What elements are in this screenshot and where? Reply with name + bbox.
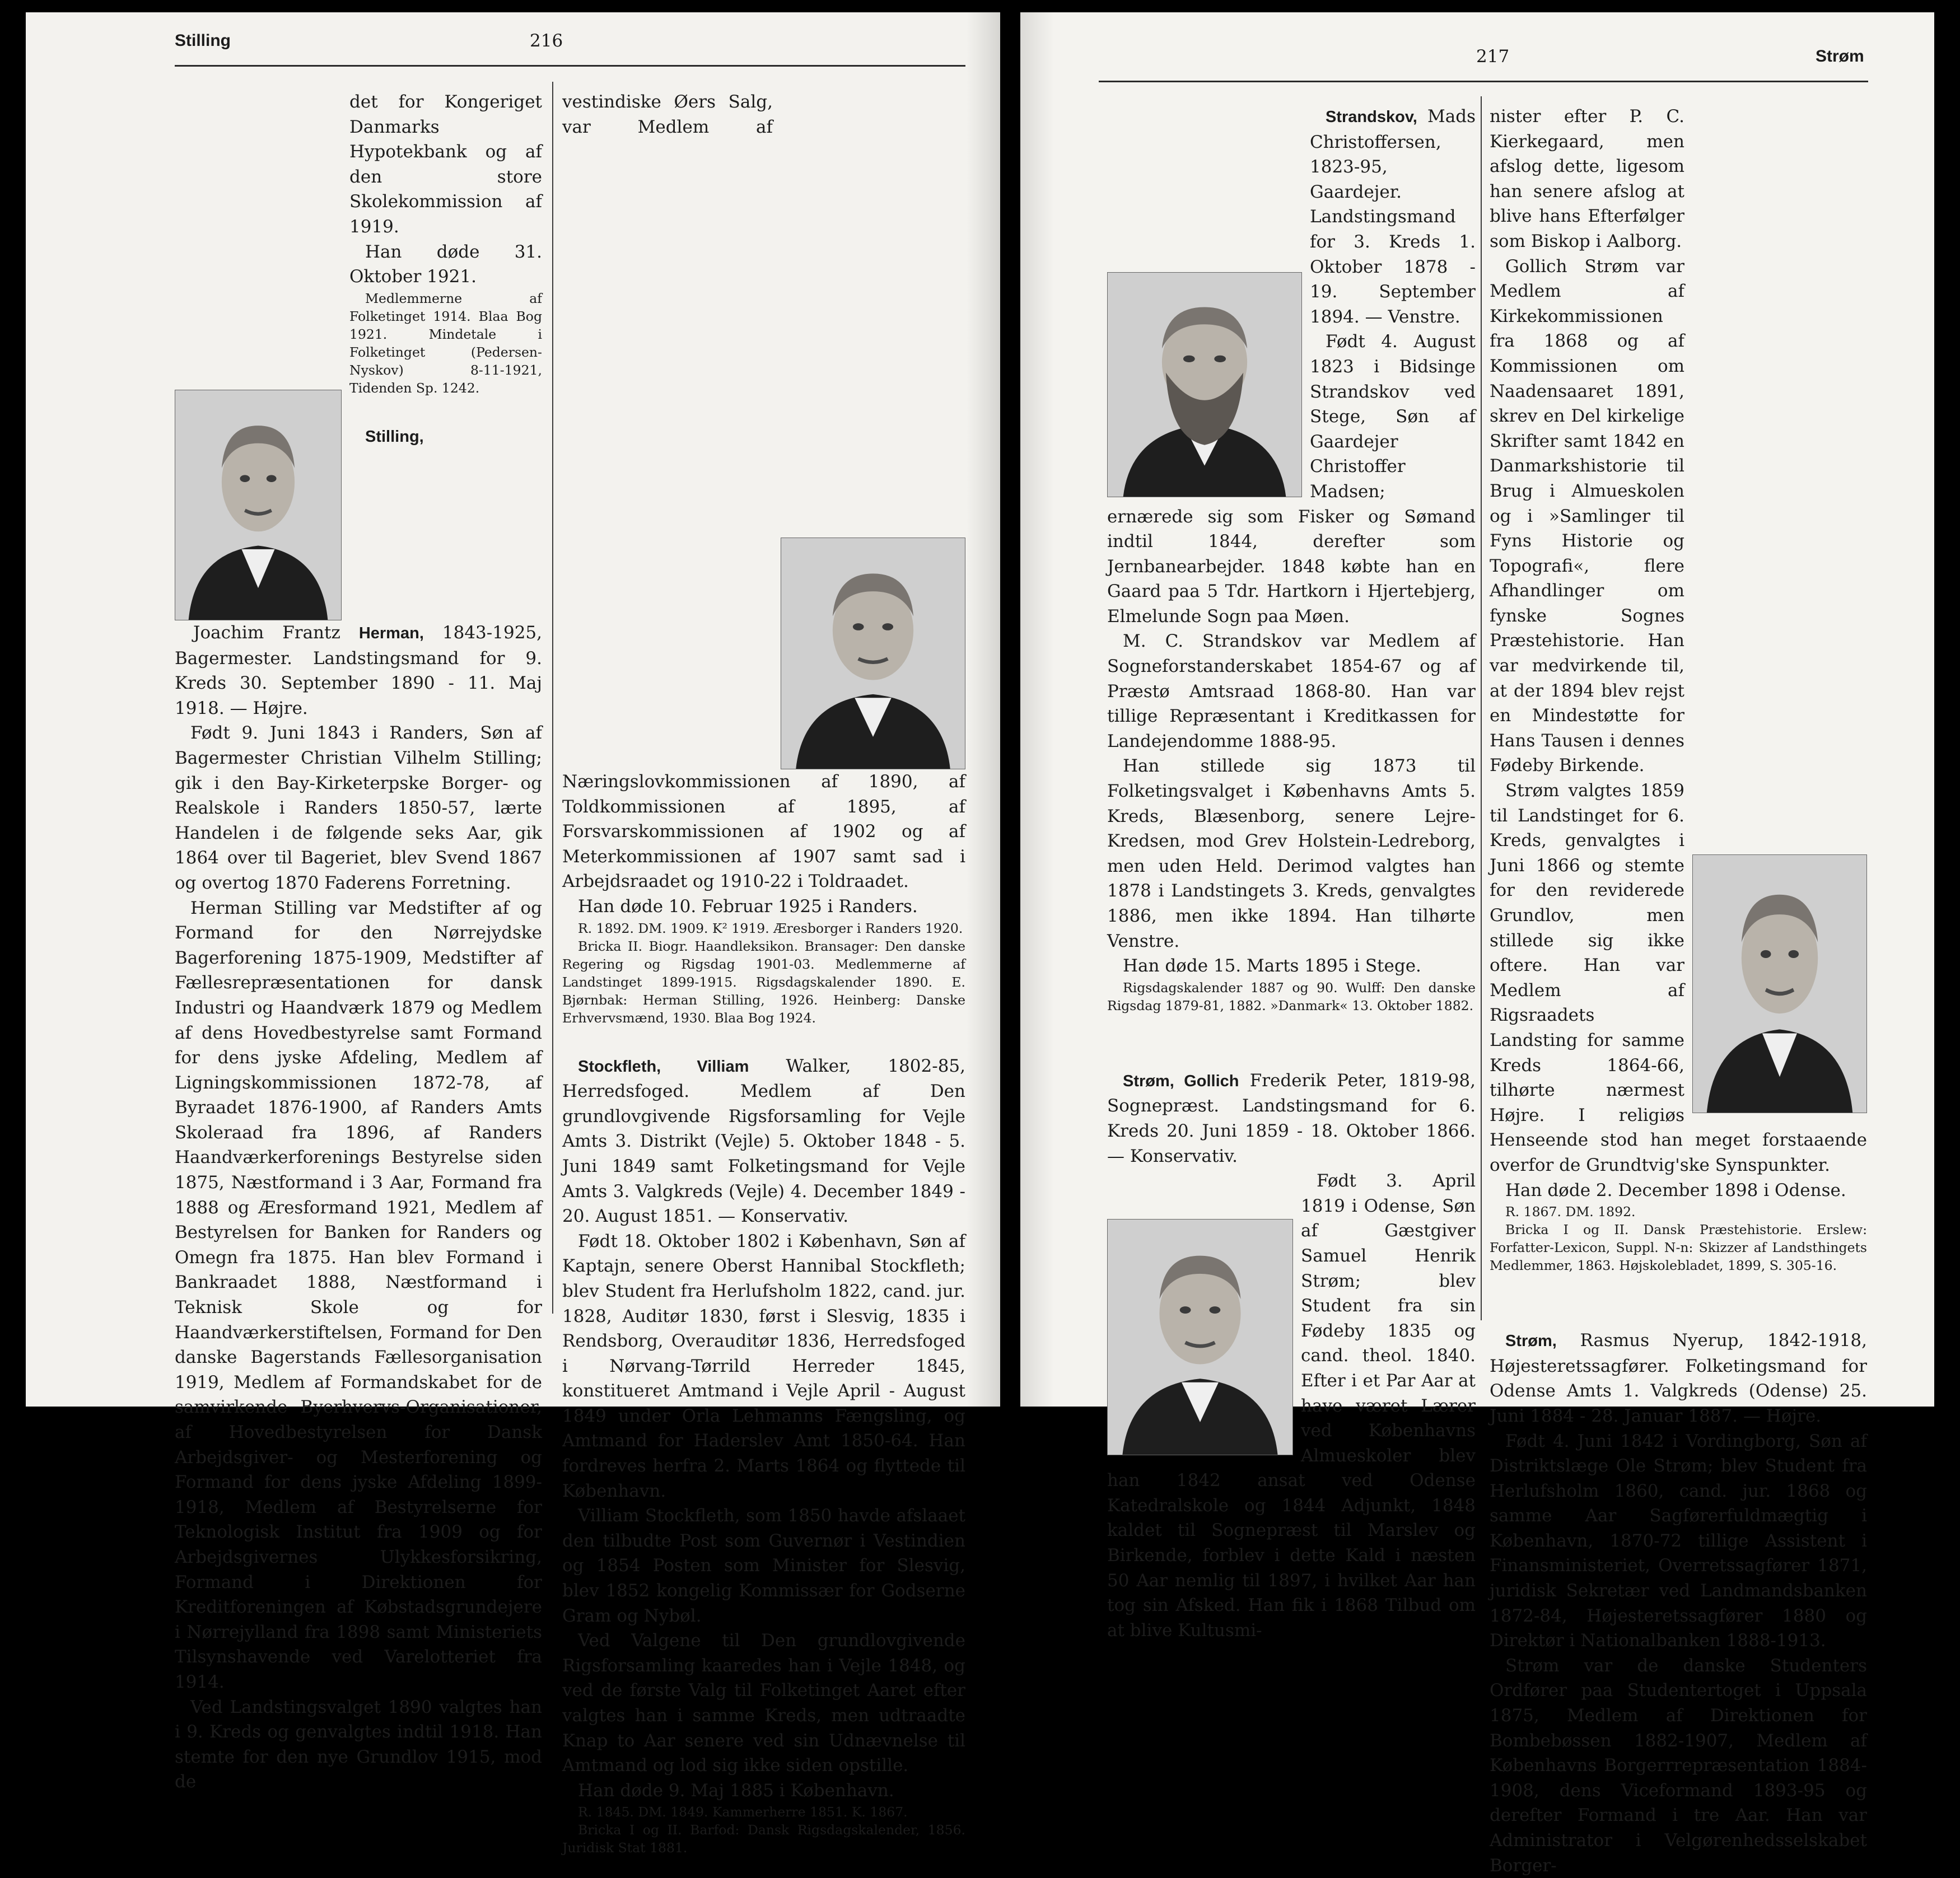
entry-heading	[1490, 1328, 1867, 1428]
entry-spacer	[1490, 1274, 1867, 1301]
body-paragraph: Født 18. Oktober 1802 i København, Søn af Kaptajn, senere Oberst Hannibal Stockfleth; blev Student fra Herlufsholm 1822, cand. jur. 1828, Auditør 1830, først i Slesvig, 1835 i Rendsborg, Overauditør 1836, Herredsfoged i Nørvang-Tørrild Herreder 1845, konstitueret Amtmand i Vejle April - August 1849 under Orla Lehmanns Fængsling, og Amtmand for Haderslev Amt 1850-64. Han fordreves herfra 2. Marts 1864 og flyttede til København.	[562, 1231, 965, 1501]
body-paragraph: Villiam Stockfleth, som 1850 havde afslaaet den tilbudte Post som Guvernør i Vestindien og 1854 Posten som Minister for Slesvig, blev 1852 kongelig Kommissær for Godserne Gram og Nybøl.	[562, 1506, 965, 1626]
body-paragraph: Herman Stilling var Medstifter af og Formand for den Nørrejydske Bagerforening 1875-1909, Medstifter af Fællesrepræsentationen for dansk Industri og Haandværk 1879 og Medlem af dens Hovedbestyrelse samt Formand for dens jyske Afdeling, Medlem af Ligningskommissionen 1872-78, af Byraadet 1876-1900, af Randers Amts Skoleraad fra 1896, af Randers Haandværkerforenings Bestyrelse siden 1875, Næstformand i 3 Aar, Formand fra 1888 og Æresformand 1921, Medlem af Bestyrelsen for Banken for Randers og Omegn fra 1875. Han blev Formand i Bankraadet 1888, Næstformand i Teknisk Skole og for Haandværkerstiftelsen, Formand for Den danske Bagerstands Fællesorganisation 1919, Medlem af Formandskabet for de samvirkende Byerhvervs-Organisationer, af Hovedbestyrelsen for Dansk Arbejdsgiver- og Mesterforening og Formand for dens jyske Afdeling 1899-1918, Medlem af Bestyrelserne for Teknologisk Institut fra 1909 og for Arbejdsgivernes Ulykkesforsikring, Formand i Direktionen for Kreditforeningen af Købstadsgrundejere i Nørrejylland fra 1898 samt Ministeriets Tilsynshavende ved Varelotteriet fra 1914.	[175, 898, 542, 1692]
portrait-rasmus-strom	[1692, 854, 1867, 1113]
portrait-drawing	[1108, 1220, 1292, 1455]
portrait-mads-strandskov	[1107, 272, 1302, 497]
body-paragraph: Født 3. April 1819 i Odense, Søn af Gæstgiver Samuel Henrik Strøm; blev Student fra sin Fødeby 1835 og cand. theol. 1840. Efter i et Par Aar at have været Lærer ved Københavns Almueskoler blev han 1842 ansat ved Odense Katedralskole og 1844 Adjunkt, 1848 kaldet til Sognepræst til Marslev og Birkende, forblev i dette Kald i næsten 50 Aar nemlig til 1897, i hvilket Aar han tog sin Afsked. Han fik i 1868 Tilbud om at blive Kultusmi-	[1107, 1171, 1476, 1641]
reference-note: R. 1892. DM. 1909. K² 1919. Æresborger i Randers 1920.	[578, 920, 963, 936]
body-paragraph: M. C. Strandskov var Medlem af Sogneforstanderskabet 1854-67 og af Præstø Amtsraad 1868-80. Han var tillige Repræsentant i Kreditkassen for Landejendomme 1888-95.	[1107, 631, 1476, 751]
entry-surname: Stilling,	[365, 427, 424, 446]
reference-note: Bricka I og II. Dansk Præstehistorie. Erslew: Forfatter-Lexicon, Suppl. N-n: Skizzer af Landsthingets Medlemmer, 1863. Højskolebladet, 1899, S. 305-16.	[1490, 1222, 1867, 1274]
entry-summary: Rasmus Nyerup, 1842-1918, Højesteretssagfører. Folketingsmand for Odense Amts 1. Valgkreds (Odense) 25. Juni 1884 - 28. Januar 1887. — Højre.	[1490, 1330, 1867, 1426]
body-paragraph: Strøm valgtes 1859 til Landstinget for 6. Kreds, genvalgtes i Juni 1866 og stemte for den reviderede Grundlov, men stillede sig ikke oftere. Han var Medlem af Rigsraadets Landsting for samme Kreds 1864-66, tilhørte nærmest Højre. I religiøs Henseende stod han meget forstaaende overfor de Grundtvig'ske Synspunkter.	[1490, 781, 1867, 1175]
portrait-drawing	[1108, 273, 1301, 497]
column-divider	[552, 82, 553, 1314]
portrait-drawing	[1693, 855, 1866, 1113]
binding-shadow	[1020, 12, 1054, 1407]
reference-note: Medlemmerne af Folketinget 1914. Blaa Bog 1921. Mindetale i Folketinget (Pedersen-Nyskov) 8-11-1921, Tidenden Sp. 1242.	[349, 290, 542, 396]
running-head-right: Strøm	[1816, 47, 1864, 66]
body-paragraph: det for Kongeriget Danmarks Hypotekbank og af den store Skolekommission af 1919.	[349, 92, 542, 237]
entry-given-names: Joachim Frantz	[175, 623, 359, 643]
page-216	[26, 12, 1000, 1856]
reference-note: Rigsdagskalender 1887 og 90. Wulff: Den danske Rigsdag 1879-81, 1882. »Danmark« 13. Oktober 1882.	[1107, 979, 1476, 1013]
reference-note: Bricka I og II. Barfod: Dansk Rigsdagskalender, 1856. Juridisk Stat 1881.	[562, 1822, 965, 1856]
entry-heading	[1107, 1068, 1476, 1169]
body-paragraph: Han døde 10. Februar 1925 i Randers.	[578, 896, 918, 917]
body-paragraph: nister efter P. C. Kierkegaard, men afslog dette, ligesom han senere afslog at blive hans Efterfølger som Biskop i Aalborg.	[1490, 106, 1684, 251]
entry-called-name: Herman,	[358, 624, 424, 642]
body-paragraph: Han døde 15. Marts 1895 i Stege.	[1123, 956, 1421, 977]
header-rule	[175, 65, 965, 67]
portrait-gollich-strom	[1107, 1219, 1293, 1455]
portrait-herman-stilling	[175, 390, 342, 620]
body-paragraph: Ved Valgene til Den grundlovgivende Rigsforsamling kaaredes han i Vejle 1848, og ved de første Valg til Folketinget Aaret efter valgtes han i samme Kreds, men udtraadte Knap to Aar senere ved sin Udnævnelse til Amtmand og lod sig ikke siden opstille.	[562, 1631, 965, 1776]
reference-note: R. 1845. DM. 1849. Kammerherre 1851. K. 1867.	[578, 1804, 908, 1820]
portrait-drawing	[781, 538, 965, 769]
entry-summary: Mads Christoffersen, 1823-95, Gaardejer. Landstingsmand for 3. Kreds 1. Oktober 1878 - 19. September 1894. — Venstre.	[1310, 106, 1476, 327]
body-paragraph: Født 4. Juni 1842 i Vordingborg, Søn af Distriktslæge Ole Strøm; blev Student fra Herlufsholm 1860, cand. jur. 1868 og samme Aar Sagførerfuldmægtig i København, 1870-72 tillige Assistent i Finansministeriet, Overretssagfører 1871, juridisk Sekretær ved Landmandsbanken 1872-84, Højesteretssagfører 1880 og Direktør i Nationalbanken 1888-1913.	[1490, 1431, 1867, 1651]
body-paragraph: Han døde 31. Oktober 1921.	[349, 241, 542, 287]
reference-note: Bricka II. Biogr. Haandleksikon. Bransager: Den danske Regering og Rigsdag 1901-03. Medlemmerne af Landstinget 1899-1915. Rigsdagskalender 1890. E. Bjørnbak: Herman Stilling, 1926. Heinberg: Danske Erhvervsmænd, 1930. Blaa Bog 1924.	[562, 938, 965, 1026]
column-left-1	[175, 90, 542, 1795]
entry-summary: Frederik Peter, 1819-98, Sognepræst. Landstingsmand for 6. Kreds 20. Juni 1859 - 18. Oktober 1866. — Konservativ.	[1107, 1070, 1476, 1166]
reference-note: R. 1867. DM. 1892.	[1505, 1204, 1636, 1220]
entry-given-names	[1557, 1330, 1580, 1351]
entry-spacer	[1107, 1041, 1476, 1068]
portrait-drawing	[175, 390, 341, 620]
entry-surname: Strøm,	[1505, 1332, 1557, 1351]
body-paragraph: Han døde 9. Maj 1885 i København.	[578, 1780, 894, 1801]
portrait-villiam-stockfleth	[781, 538, 965, 769]
body-paragraph: vestindiske Øers Salg, var Medlem af Næringslovkommissionen af 1890, af Toldkommissionen af 1895, af Forsvarskommissionen af 1902 og af Meterkommissionen af 1907 samt sad i Arbejdsraadet og 1910-22 i Toldraadet.	[562, 92, 965, 892]
page-number-left: 216	[530, 31, 563, 51]
entry-summary: 1843-1925, Bagermester. Landstingsmand for 9. Kreds 30. September 1890 - 11. Maj 1918. — Højre.	[175, 623, 543, 718]
header-rule	[1099, 81, 1868, 82]
page-217	[1020, 12, 1934, 1876]
page-number-right: 217	[1476, 46, 1510, 67]
column-divider	[1481, 96, 1482, 1320]
binding-shadow	[967, 12, 1000, 1407]
entry-spacer	[1107, 1015, 1476, 1041]
body-paragraph: Født 9. Juni 1843 i Randers, Søn af Bagermester Christian Vilhelm Stilling; gik i den Bay-Kirketerpske Borger- og Realskole i Randers 1850-57, lærte Handelen i de følgende seks Aar, gik 1864 over til Bageriet, blev Svend 1867 og overtog 1870 Faderens Forretning.	[175, 723, 542, 893]
column-right-2	[1490, 104, 1867, 1878]
running-head-left: Stilling	[175, 31, 231, 50]
body-paragraph: Strøm var de danske Studenters Ordfører paa Studentertoget i Uppsala 1875, Medlem af Direktionen for Bombebøssen 1882-1907, Medlem af Københavns Borgerrrepræsentation 1884-1908, dens Viceformand 1893-95 og derefter Formand i tre Aar. Han var Administrator i Velgørenhedsselskabet Borger-	[1490, 1655, 1867, 1876]
body-paragraph: Født 4. August 1823 i Bidsinge Strandskov ved Stege, Søn af Gaardejer Christoffer Madsen; ernærede sig som Fisker og Sømand indtil 1844, derefter som Jernbanearbejder. 1848 købte han en Gaard paa 5 Tdr. Hartkorn i Hjertebjerg, Elmelunde Sogn paa Møen.	[1107, 331, 1476, 627]
column-left-2	[562, 90, 965, 1857]
body-paragraph: Gollich Strøm var Medlem af Kirkekommissionen fra 1868 og af Kommissionen om Naadensaaret 1891, skrev en Del kirkelige Skrifter samt 1842 en Danmarkshistorie til Brug i Almueskolen og i »Samlinger til Fyns Historie og Topografi«, flere Afhandlinger om fynske Sognes Præstehistorie. Han var medvirkende til, at der 1894 blev rejst en Mindestøtte for Hans Tausen i dennes Fødeby Birkende.	[1490, 256, 1684, 776]
entry-summary: Walker, 1802-85, Herredsfoged. Medlem af Den grundlovgivende Rigsforsamling for Vejle Amts 3. Distrikt (Vejle) 5. Oktober 1848 - 5. Juni 1849 samt Folketingsmand for Vejle Amts 3. Valgkreds (Vejle) 4. December 1849 - 20. August 1851. — Konservativ.	[562, 1055, 966, 1227]
entry-spacer	[1490, 1301, 1867, 1328]
body-paragraph: Han stillede sig 1873 til Folketingsvalget i Københavns Amts 5. Kreds, Blæsenborg, senere Lejre-Kredsen, mod Grev Holstein-Ledreborg, men uden Held. Derimod valgtes han 1878 i Landstingets 3. Kreds, genvalgtes 1886, men ikke 1894. Han tilhørte Venstre.	[1107, 756, 1476, 951]
column-right-1	[1107, 104, 1476, 1643]
entry-surname: Stockfleth, Villiam	[578, 1057, 749, 1076]
body-paragraph: Han døde 2. December 1898 i Odense.	[1505, 1180, 1846, 1200]
entry-heading	[562, 1054, 965, 1229]
entry-surname: Strandskov,	[1326, 108, 1417, 126]
entry-spacer	[562, 1027, 965, 1054]
entry-surname: Strøm, Gollich	[1123, 1072, 1239, 1090]
body-paragraph: Ved Landstingsvalget 1890 valgtes han i 9. Kreds og genvalgtes indtil 1918. Han stemte for den nye Grundlov 1915, mod de	[175, 1697, 542, 1792]
